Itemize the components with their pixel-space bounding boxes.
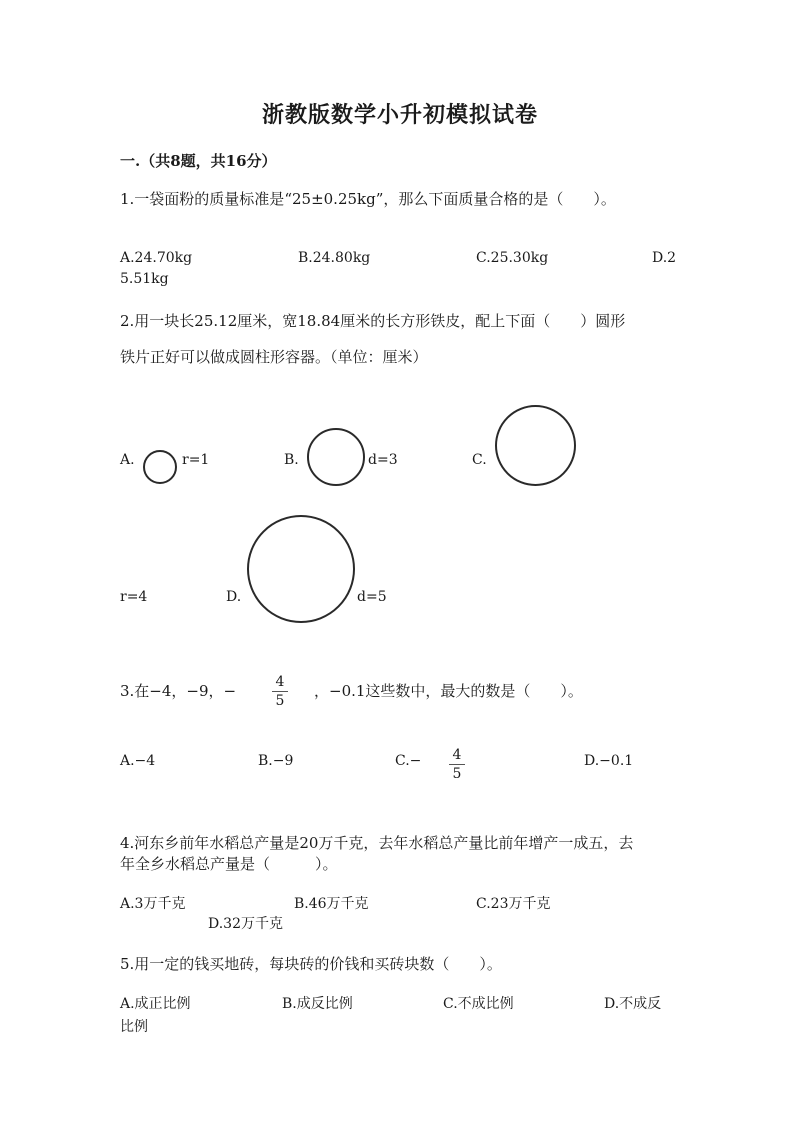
q3-option-c-denominator: 5 — [452, 766, 462, 782]
q2-option-c-value: r=4 — [120, 589, 148, 605]
q5-option-a[interactable]: A.成正比例 — [120, 996, 191, 1012]
q5-option-d-cont: 比例 — [120, 1019, 148, 1035]
q2-option-d-value: d=5 — [357, 589, 387, 605]
question-5-text: 5.用一定的钱买地砖，每块砖的价钱和买砖块数（ ）。 — [120, 955, 502, 973]
q3-fraction-bar — [272, 691, 288, 692]
q2-option-a-label[interactable]: A. — [120, 452, 135, 468]
q1-option-d-cont: 5.51kg — [120, 271, 169, 287]
q5-option-d[interactable]: D.不成反 — [604, 996, 662, 1012]
q2-option-b-label[interactable]: B. — [284, 452, 299, 468]
q4-option-a[interactable]: A.3万千克 — [120, 896, 186, 912]
q3-fraction-denominator: 5 — [275, 693, 285, 709]
q1-option-d[interactable]: D.2 — [652, 250, 677, 266]
question-2-line1: 2.用一块长25.12厘米，宽18.84厘米的长方形铁皮，配上下面（ ）圆形 — [120, 312, 626, 330]
q3-option-c-numerator: 4 — [452, 747, 462, 763]
question-1-text: 1.一袋面粉的质量标准是“25±0.25kg”，那么下面质量合格的是（ ）。 — [120, 190, 616, 208]
q3-option-c[interactable]: C.− — [395, 753, 422, 769]
q2-option-b-value: d=3 — [368, 452, 398, 468]
q1-option-c[interactable]: C.25.30kg — [476, 250, 549, 266]
circle-b-shape — [307, 428, 365, 486]
section-heading: 一.（共8题，共16分） — [120, 152, 277, 170]
q3-fraction — [272, 674, 288, 709]
q1-option-a[interactable]: A.24.70kg — [120, 250, 193, 266]
page-title: 浙教版数学小升初模拟试卷 — [261, 102, 538, 128]
q2-option-d-label[interactable]: D. — [226, 589, 242, 605]
q4-option-d[interactable]: D.32万千克 — [208, 916, 283, 932]
q3-option-c-bar — [449, 764, 465, 765]
q1-option-b[interactable]: B.24.80kg — [298, 250, 371, 266]
q5-option-b[interactable]: B.成反比例 — [282, 996, 353, 1012]
circle-a-shape — [143, 450, 177, 484]
q5-option-c[interactable]: C.不成比例 — [443, 996, 514, 1012]
q3-fraction-numerator: 4 — [275, 674, 285, 690]
q4-option-c[interactable]: C.23万千克 — [476, 896, 551, 912]
q3-option-d[interactable]: D.−0.1 — [584, 753, 634, 769]
q4-option-b[interactable]: B.46万千克 — [294, 896, 369, 912]
q2-option-c-label[interactable]: C. — [472, 452, 487, 468]
question-4-line1: 4.河东乡前年水稻总产量是20万千克，去年水稻总产量比前年增产一成五，去 — [120, 834, 634, 852]
q3-option-c-fraction — [449, 747, 465, 782]
q2-option-a-value: r=1 — [182, 452, 210, 468]
q3-option-b[interactable]: B.−9 — [258, 753, 294, 769]
circle-d-shape — [247, 515, 355, 623]
question-3-prefix: 3.在−4，−9，− — [120, 682, 237, 700]
question-3-suffix: ，−0.1这些数中，最大的数是（ ）。 — [314, 682, 583, 700]
circle-c-shape — [495, 405, 576, 486]
q3-option-a[interactable]: A.−4 — [120, 753, 156, 769]
question-4-line2: 年全乡水稻总产量是（ ）。 — [120, 855, 338, 873]
question-2-line2: 铁片正好可以做成圆柱形容器。（单位：厘米） — [120, 348, 428, 366]
